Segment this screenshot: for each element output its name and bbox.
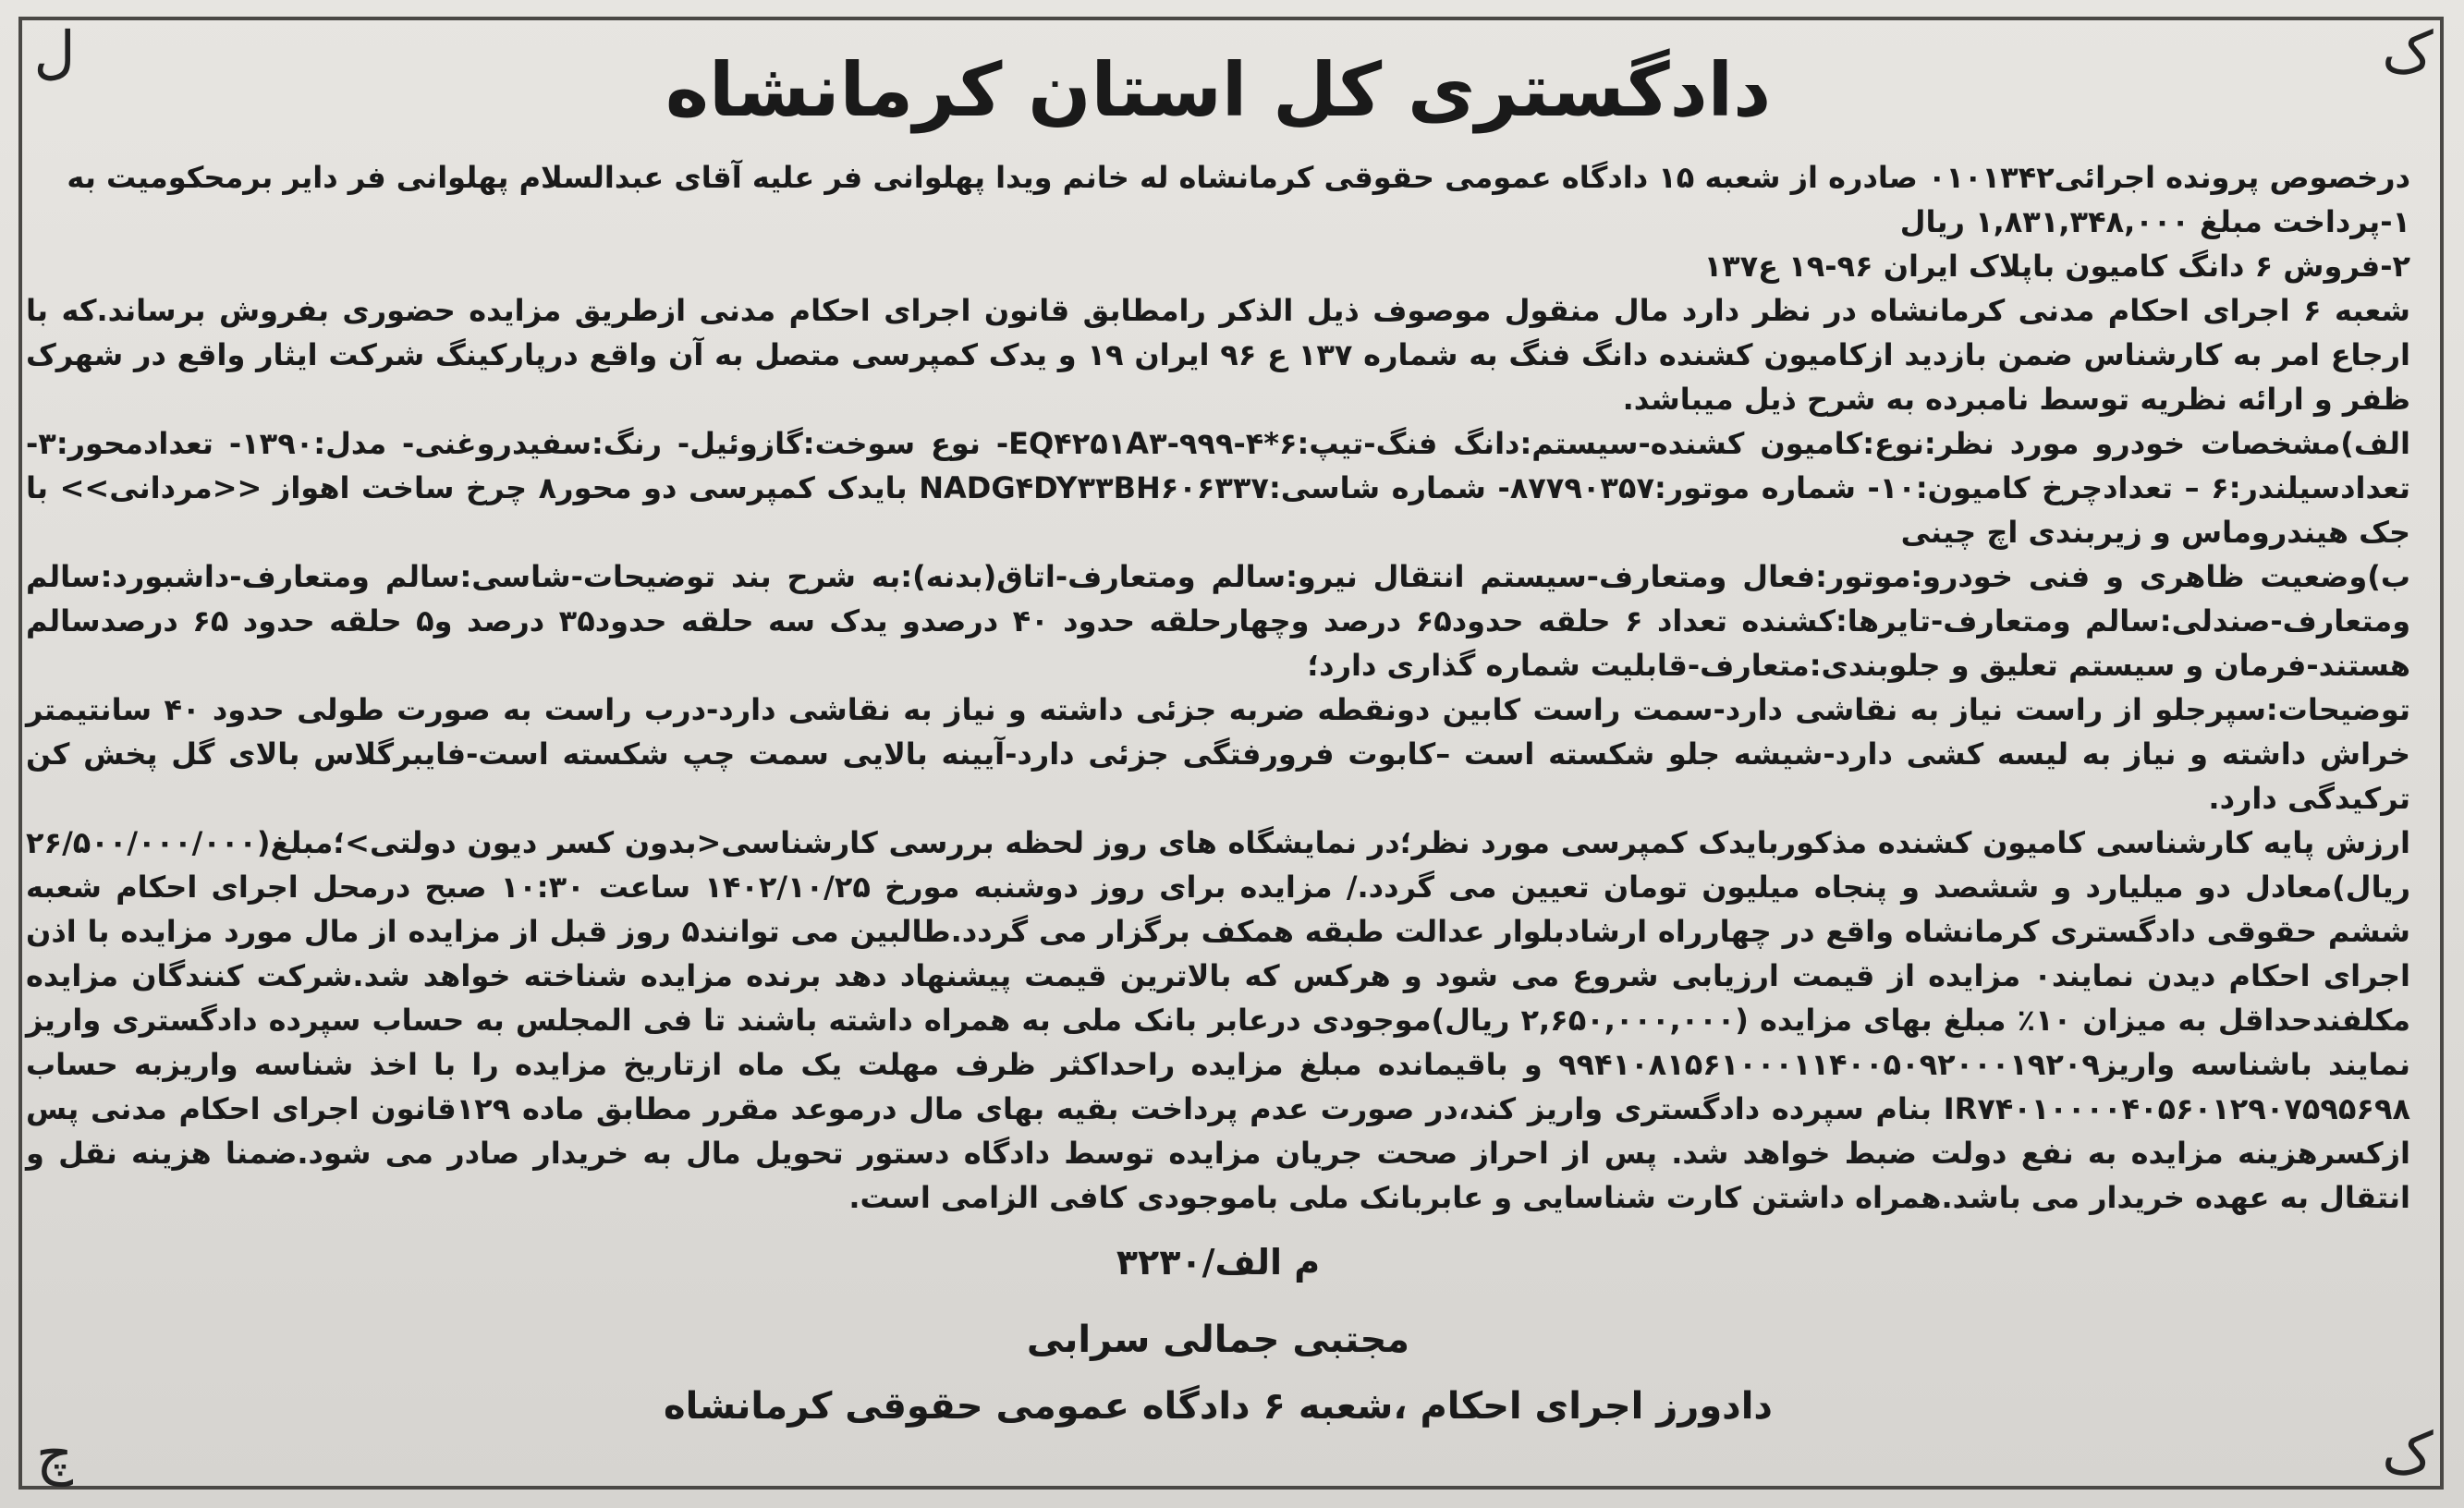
judgment-item-2: ۲-فروش ۶ دانگ کامیون باپلاک ایران ۹۶-۱۹ ع۱۳۷: [1703, 249, 2410, 284]
auction-terms: ارزش پایه کارشناسی کامیون کشنده مذکوربایدک کمپرسی مورد نظر؛در نمایشگاه های روز لحظه بررسی کارشناسی<بدون کسر دیون دولتی>؛مبلغ(۲۶/۵۰۰/۰۰۰/۰۰۰ ریال)معادل دو میلیارد و ششصد و پنجاه میلیون تومان تعیین می گردد./ مزایده برای روز دوشنبه مورخ ۱۴۰۲/۱۰/۲۵ ساعت ۱۰:۳۰ صبح درمحل اجرای احکام شعبه ششم حقوقی دادگستری کرمانشاه واقع در چهارراه ارشادبلوار عدالت طبقه همکف برگزار می گردد.طالبین می توانند۵ روز قبل از مزایده از مال مورد مزایده با اذن اجرای احکام دیدن نمایند۰ مزایده از قیمت ارزیابی شروع می شود و هرکس که بالاترین قیمت پیشنهاد دهد برنده مزایده شناخته خواهد شد.شرکت کنندگان مزایده مکلفندحداقل به میزان ۱۰٪ مبلغ بهای مزایده (۲,۶۵۰,۰۰۰,۰۰۰ ریال)موجودی درعابر بانک ملی به همراه داشته باشند تا فی المجلس به حساب سپرده دادگستری واریز نمایند باشناسه واریز۹۹۴۱۰۸۱۵۶۱۰۰۰۱۱۴۰۰۵۰۹۲۰۰۰۱۹۲۰۹ و باقیمانده مبلغ مزایده راحداکثر ظرف مهلت یک ماه ازتاریخ مزایده را با اخذ شناسه واریزبه حساب IR۷۴۰۱۰۰۰۰۴۰۵۶۰۱۲۹۰۷۵۹۵۶۹۸ بنام سپرده دادگستری واریز کند،در صورت عدم پرداخت بقیه بهای مال درموعد مقرر مطابق ماده ۱۲۹قانون اجرای احکام مدنی پس ازکسرهزینه مزایده به نفع دولت ضبط خواهد شد. پس از احراز صحت جریان مزایده توسط دادگاه دستور تحویل مال به خریدار صادر می شود.ضمنا هزینه نقل و انتقال به عهده خریدار می باشد.همراه داشتن کارت شناسایی و عابربانک ملی باموجودی کافی الزامی است.: [26, 825, 2411, 1215]
corner-ornament-icon: ک: [2382, 1419, 2434, 1487]
case-intro: درخصوص پرونده اجرائی۰۱۰۱۳۴۲ صادره از شعبه ۱۵ دادگاه عمومی حقوقی کرمانشاه له خانم ویدا پهلوانی فر علیه آقای عبدالسلام پهلوانی فر دایر برمحکومیت به: [67, 160, 2410, 195]
notice-body: [26, 39, 2410, 1462]
corner-ornament-icon: چ: [35, 1419, 74, 1487]
signatory-name: مجتبی جمالی سرابی: [1026, 1319, 1410, 1361]
auction-announcement: شعبه ۶ اجرای احکام مدنی کرمانشاه در نظر دارد مال منقول موصوف ذیل الذکر رامطابق قانون اجرای احکام مدنی ازطریق مزایده حضوری بفروش برساند.که با ارجاع امر به کارشناس ضمن بازدید ازکامیون کشنده دانگ فنگ به شماره ۱۳۷ ع ۹۶ ایران ۱۹ و یدک کمپرسی متصل به آن واقع درپارکینگ شرکت ایثار واقع در شهرک ظفر و ارائه نظریه توسط نامبرده به شرح ذیل میباشد.: [26, 293, 2411, 417]
reference-code: م الف/۳۲۳۰: [1116, 1242, 1321, 1283]
vehicle-remarks: توضیحات:سپرجلو از راست نیاز به نقاشی دارد-سمت راست کابین دونقطه ضربه جزئی داشته و نیاز به نقاشی دارد-درب راست به صورت طولی حدود ۴۰ سانتیمتر خراش داشته و نیاز به لیسه کشی دارد-شیشه جلو شکسته است –کابوت فرورفتگی جزئی دارد-آیینه بالایی سمت چپ شکسته است-فایبرگلاس بالای گل پخش کن ترکیدگی دارد.: [26, 692, 2411, 816]
vehicle-condition: ب)وضعیت ظاهری و فنی خودرو:موتور:فعال ومتعارف-سیستم انتقال نیرو:سالم ومتعارف-اتاق(بدنه):به شرح بند توضیحات-شاسی:سالم ومتعارف-داشبورد:سالم ومتعارف-صندلی:سالم ومتعارف-تایرها:کشنده تعداد ۶ حلقه حدود۶۵ درصد وچهارحلقه حدود ۴۰ درصدو یدک سه حلقه حدود۳۵ درصد و۵ حلقه حدود ۶۵ درصدسالم هستند-فرمان و سیستم تعلیق و جلوبندی:متعارف-قابلیت شماره گذاری دارد؛: [26, 559, 2411, 683]
notice-title: دادگستری کل استان کرمانشاه: [665, 47, 1772, 133]
signatory-role: دادورز اجرای احکام ،شعبه ۶ دادگاه عمومی حقوقی کرمانشاه: [664, 1385, 1773, 1428]
corner-ornament-icon: ل: [33, 18, 76, 86]
corner-ornament-icon: ک: [2382, 18, 2434, 86]
vehicle-specifications: الف)مشخصات خودرو مورد نظر:نوع:کامیون کشنده-سیستم:دانگ فنگ-تیپ:EQ۴۲۵۱A۳-۹۹۹-۴*۶- نوع سوخت:گازوئیل- رنگ:سفیدروغنی- مدل:۱۳۹۰- تعدادمحور:۳-تعدادسیلندر:۶ – تعدادچرخ کامیون:۱۰- شماره موتور:۸۷۷۹۰۳۵۷- شماره شاسی:NADG۴DY۳۳BH۶۰۶۳۳۷ بایدک کمپرسی دو محور۸ چرخ ساخت اهواز <<مردانی>> با جک هیندروماس و زیربندی اچ چینی: [26, 426, 2411, 550]
judgment-item-1: ۱-پرداخت مبلغ ۱,۸۳۱,۳۴۸,۰۰۰ ریال: [1899, 204, 2410, 239]
